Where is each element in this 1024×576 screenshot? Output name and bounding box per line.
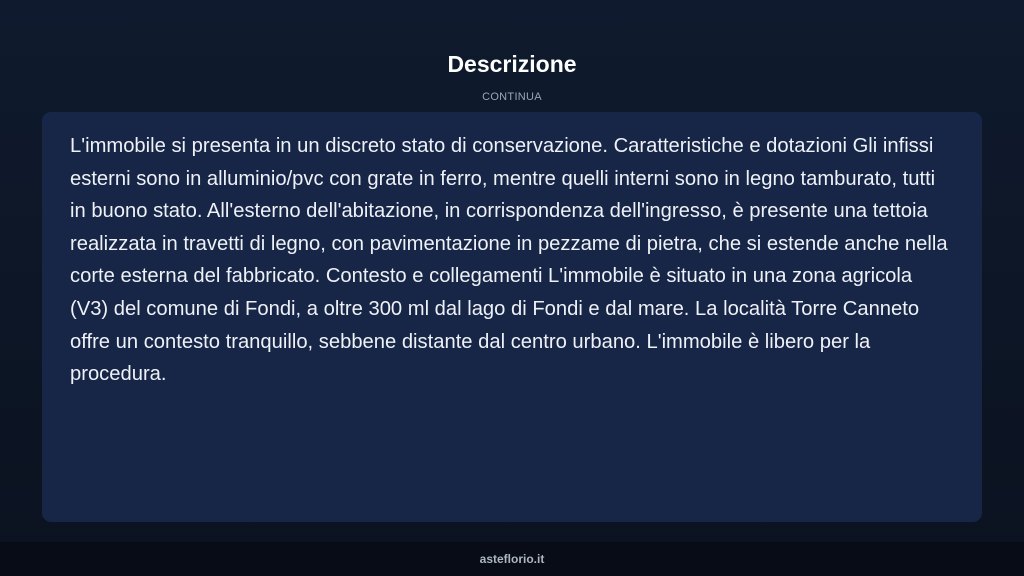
footer-bar <box>0 542 1024 576</box>
description-text: L'immobile si presenta in un discreto stato di conservazione. Caratteristiche e dotazioni Gli infissi esterni sono in alluminio/pvc con grate in ferro, mentre quelli interni sono in legno tamburato, tutti in buono stato. All'esterno dell'abitazione, in corrispondenza dell'ingresso, è presente una tettoia realizzata in travetti di legno, con pavimentazione in pezzame di pietra, che si estende anche nella corte esterna del fabbricato. Contesto e collegamenti L'immobile è situato in una zona agricola (V3) del comune di Fondi, a oltre 300 ml dal lago di Fondi e dal mare. La località Torre Canneto offre un contesto tranquillo, sebbene distante dal centro urbano. L'immobile è libero per la procedura. <box>70 135 948 386</box>
continua-label: CONTINUA <box>482 91 542 103</box>
description-card <box>42 112 982 522</box>
page-title: Descrizione <box>447 51 577 77</box>
footer-site-name: asteflorio.it <box>479 552 545 566</box>
